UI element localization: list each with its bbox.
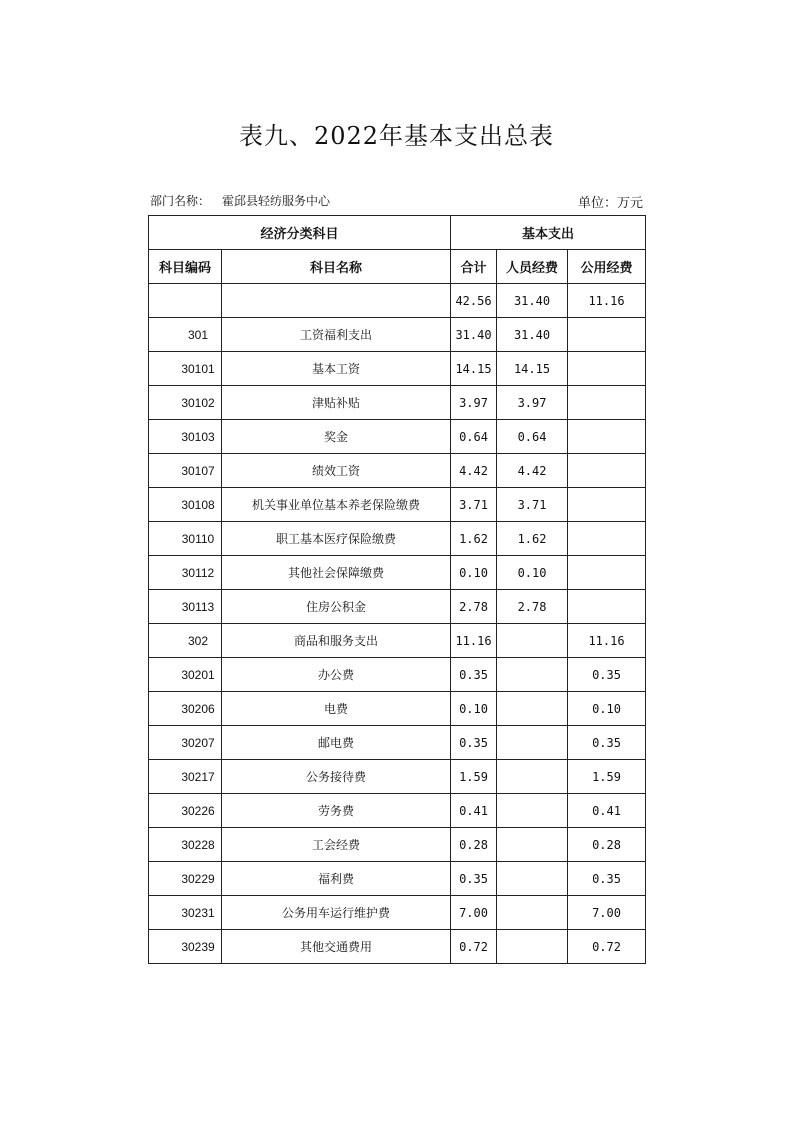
row-total: 7.00 xyxy=(451,896,497,930)
department-name: 霍邱县轻纺服务中心 xyxy=(222,194,331,208)
row-personnel xyxy=(497,658,568,692)
row-code: 301 xyxy=(149,318,222,352)
row-total: 0.35 xyxy=(451,658,497,692)
row-name: 绩效工资 xyxy=(222,454,451,488)
row-code xyxy=(149,284,222,318)
row-personnel: 0.10 xyxy=(497,556,568,590)
row-code: 30102 xyxy=(149,386,222,420)
row-total: 42.56 xyxy=(451,284,497,318)
row-public: 0.35 xyxy=(568,658,646,692)
row-public: 11.16 xyxy=(568,284,646,318)
row-personnel: 31.40 xyxy=(497,284,568,318)
row-name: 福利费 xyxy=(222,862,451,896)
table-row xyxy=(149,658,646,692)
row-public xyxy=(568,556,646,590)
row-code: 30201 xyxy=(149,658,222,692)
row-name: 商品和服务支出 xyxy=(222,624,451,658)
row-public: 1.59 xyxy=(568,760,646,794)
row-personnel: 2.78 xyxy=(497,590,568,624)
table-row xyxy=(149,862,646,896)
table-row xyxy=(149,726,646,760)
row-code: 30107 xyxy=(149,454,222,488)
row-personnel: 0.64 xyxy=(497,420,568,454)
row-personnel: 3.71 xyxy=(497,488,568,522)
row-public: 0.35 xyxy=(568,726,646,760)
department-info xyxy=(150,192,330,209)
row-code: 30207 xyxy=(149,726,222,760)
row-code: 302 xyxy=(149,624,222,658)
row-public: 0.10 xyxy=(568,692,646,726)
row-code: 30229 xyxy=(149,862,222,896)
row-public xyxy=(568,318,646,352)
row-personnel xyxy=(497,930,568,964)
header-basic-expenditure: 基本支出 xyxy=(451,216,646,250)
row-code: 30112 xyxy=(149,556,222,590)
row-public xyxy=(568,352,646,386)
row-total: 11.16 xyxy=(451,624,497,658)
row-code: 30101 xyxy=(149,352,222,386)
row-public xyxy=(568,454,646,488)
table-row xyxy=(149,556,646,590)
row-code: 30113 xyxy=(149,590,222,624)
row-public xyxy=(568,522,646,556)
table-row xyxy=(149,454,646,488)
row-total: 14.15 xyxy=(451,352,497,386)
row-code: 30228 xyxy=(149,828,222,862)
expenditure-table xyxy=(148,215,646,964)
row-total: 3.97 xyxy=(451,386,497,420)
row-total: 1.62 xyxy=(451,522,497,556)
row-public xyxy=(568,590,646,624)
row-code: 30231 xyxy=(149,896,222,930)
table-row xyxy=(149,318,646,352)
header-code: 科目编码 xyxy=(149,250,222,284)
row-code: 30103 xyxy=(149,420,222,454)
row-code: 30226 xyxy=(149,794,222,828)
row-personnel xyxy=(497,862,568,896)
unit-label: 单位：万元 xyxy=(577,196,643,211)
table-row xyxy=(149,692,646,726)
row-total: 0.72 xyxy=(451,930,497,964)
row-public xyxy=(568,488,646,522)
row-personnel: 31.40 xyxy=(497,318,568,352)
row-name: 工资福利支出 xyxy=(222,318,451,352)
row-personnel xyxy=(497,760,568,794)
row-total: 0.35 xyxy=(451,862,497,896)
row-name: 劳务费 xyxy=(222,794,451,828)
header-public: 公用经费 xyxy=(568,250,646,284)
row-name: 住房公积金 xyxy=(222,590,451,624)
row-code: 30239 xyxy=(149,930,222,964)
row-public: 11.16 xyxy=(568,624,646,658)
row-public: 0.28 xyxy=(568,828,646,862)
row-name: 津贴补贴 xyxy=(222,386,451,420)
row-total: 31.40 xyxy=(451,318,497,352)
row-personnel xyxy=(497,794,568,828)
row-name: 工会经费 xyxy=(222,828,451,862)
row-name: 邮电费 xyxy=(222,726,451,760)
table-row xyxy=(149,794,646,828)
row-name: 公务接待费 xyxy=(222,760,451,794)
header-name: 科目名称 xyxy=(222,250,451,284)
table-row xyxy=(149,352,646,386)
row-public: 7.00 xyxy=(568,896,646,930)
table-row xyxy=(149,522,646,556)
header-total: 合计 xyxy=(451,250,497,284)
row-code: 30110 xyxy=(149,522,222,556)
department-label: 部门名称： xyxy=(150,194,211,208)
row-name: 奖金 xyxy=(222,420,451,454)
row-personnel: 1.62 xyxy=(497,522,568,556)
table-row xyxy=(149,624,646,658)
header-economic-classification: 经济分类科目 xyxy=(149,216,451,250)
row-total: 0.64 xyxy=(451,420,497,454)
row-code: 30217 xyxy=(149,760,222,794)
table-row xyxy=(149,420,646,454)
page-title: 表九、2022年基本支出总表 xyxy=(238,122,555,150)
row-total: 3.71 xyxy=(451,488,497,522)
header-row-columns xyxy=(149,250,646,284)
row-name: 公务用车运行维护费 xyxy=(222,896,451,930)
row-name: 其他交通费用 xyxy=(222,930,451,964)
row-total: 0.41 xyxy=(451,794,497,828)
table-row xyxy=(149,386,646,420)
row-personnel xyxy=(497,726,568,760)
table-row xyxy=(149,590,646,624)
row-total: 2.78 xyxy=(451,590,497,624)
table-row xyxy=(149,284,646,318)
row-total: 0.28 xyxy=(451,828,497,862)
row-public xyxy=(568,386,646,420)
row-name: 办公费 xyxy=(222,658,451,692)
table-row xyxy=(149,828,646,862)
row-total: 0.10 xyxy=(451,692,497,726)
row-personnel xyxy=(497,828,568,862)
table-row xyxy=(149,760,646,794)
row-name: 机关事业单位基本养老保险缴费 xyxy=(222,488,451,522)
row-name: 其他社会保障缴费 xyxy=(222,556,451,590)
row-total: 0.35 xyxy=(451,726,497,760)
row-name: 职工基本医疗保险缴费 xyxy=(222,522,451,556)
row-personnel xyxy=(497,896,568,930)
row-public: 0.72 xyxy=(568,930,646,964)
row-total: 1.59 xyxy=(451,760,497,794)
row-total: 4.42 xyxy=(451,454,497,488)
row-total: 0.10 xyxy=(451,556,497,590)
row-personnel: 14.15 xyxy=(497,352,568,386)
table-meta xyxy=(150,192,645,210)
row-personnel: 4.42 xyxy=(497,454,568,488)
row-public: 0.35 xyxy=(568,862,646,896)
row-name: 基本工资 xyxy=(222,352,451,386)
header-row-group xyxy=(149,216,646,250)
row-public: 0.41 xyxy=(568,794,646,828)
table-row xyxy=(149,896,646,930)
table-row xyxy=(149,930,646,964)
header-personnel: 人员经费 xyxy=(497,250,568,284)
row-name: 电费 xyxy=(222,692,451,726)
row-code: 30108 xyxy=(149,488,222,522)
row-name xyxy=(222,284,451,318)
row-personnel xyxy=(497,692,568,726)
row-personnel xyxy=(497,624,568,658)
row-personnel: 3.97 xyxy=(497,386,568,420)
table-row xyxy=(149,488,646,522)
row-public xyxy=(568,420,646,454)
row-code: 30206 xyxy=(149,692,222,726)
